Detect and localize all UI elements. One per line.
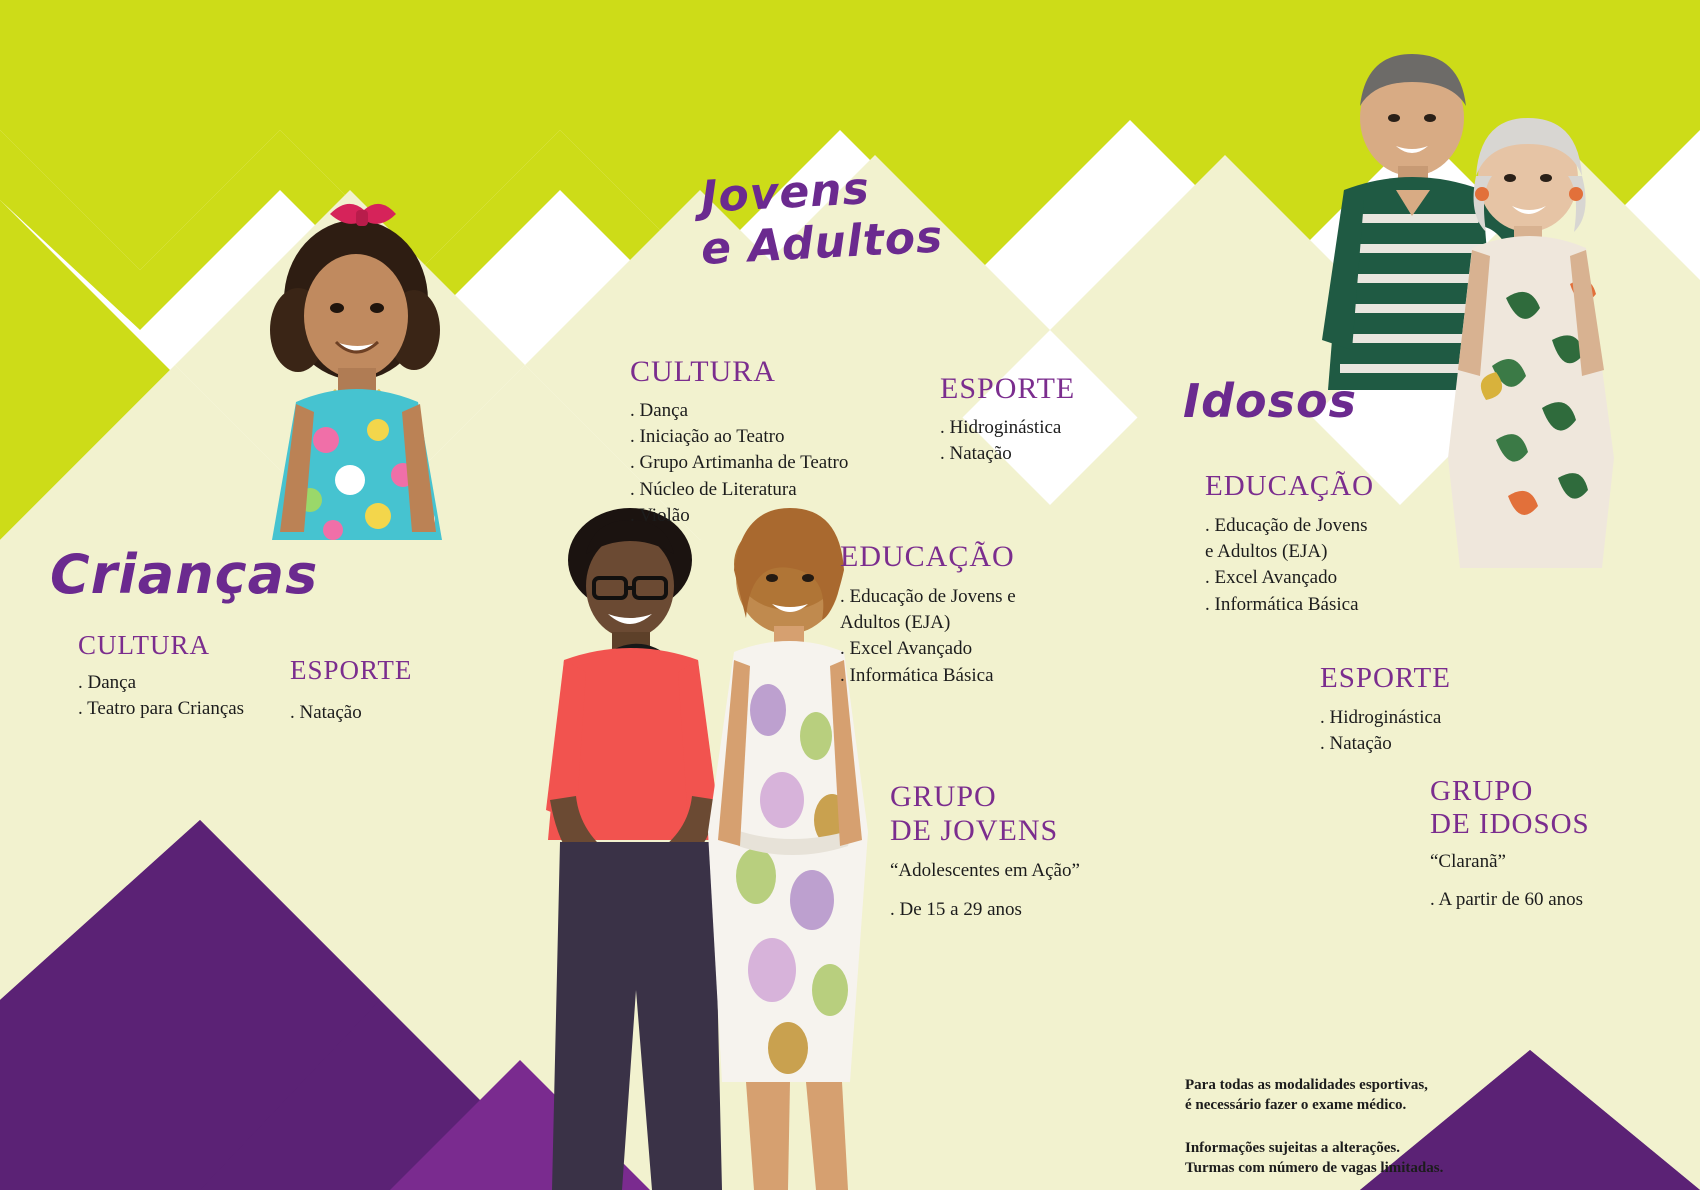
idosos-grupo-heading-line2: DE IDOSOS	[1430, 808, 1590, 841]
list-item: . Excel Avançado	[1205, 567, 1338, 589]
idosos-grupo-heading-line1: GRUPO	[1430, 775, 1534, 807]
list-item: “Claranã”	[1430, 851, 1506, 873]
section-criancas	[50, 543, 319, 606]
footnote-changes-line2: Turmas com número de vagas limitadas.	[1185, 1159, 1444, 1176]
list-item: “Adolescentes em Ação”	[890, 860, 1080, 882]
jovens-grupo-heading-line1: GRUPO	[890, 780, 997, 813]
list-item: . Natação	[290, 702, 362, 723]
footnote-changes	[1185, 1138, 1515, 1179]
jovens-title-line2: e Adultos	[699, 211, 945, 276]
jovens-esporte-group	[940, 372, 1160, 467]
list-item: . Teatro para Crianças	[78, 698, 245, 720]
jovens-educacao-heading: EDUCAÇÃO	[840, 540, 1015, 573]
section-jovens	[699, 163, 945, 276]
jovens-title-line1: Jovens	[699, 163, 871, 223]
jovens-cultura-heading: CULTURA	[630, 355, 776, 388]
list-item: . Educação de Jovens	[1205, 515, 1368, 536]
list-item: . Grupo Artimanha de Teatro	[630, 452, 849, 474]
criancas-esporte-heading: ESPORTE	[290, 655, 413, 685]
list-item: . Natação	[940, 443, 1012, 465]
list-item: . Núcleo de Literatura	[630, 478, 797, 500]
jovens-educacao-group	[840, 540, 1100, 689]
footnote-changes-line1: Informações sujeitas a alterações.	[1185, 1139, 1400, 1156]
jovens-cultura-group	[630, 355, 950, 529]
criancas-esporte-group	[290, 655, 490, 726]
list-item: . Iniciação ao Teatro	[630, 426, 785, 448]
list-item: . De 15 a 29 anos	[890, 898, 1022, 920]
list-item: . Dança	[78, 672, 137, 693]
criancas-title: Crianças	[50, 543, 319, 606]
footnote-medical-line1: Para todas as modalidades esportivas,	[1185, 1077, 1428, 1093]
idosos-esporte-group	[1320, 662, 1560, 757]
list-item: . Excel Avançado	[840, 638, 973, 660]
list-item: . Educação de Jovens e	[840, 586, 1016, 607]
jovens-esporte-heading: ESPORTE	[940, 372, 1076, 405]
jovens-grupo-group	[890, 780, 1170, 923]
idosos-grupo-group	[1430, 775, 1690, 914]
list-item: . Informática Básica	[840, 664, 994, 686]
idosos-title: Idosos	[1183, 374, 1358, 428]
list-item: . Dança	[630, 400, 689, 421]
idosos-educacao-group	[1205, 470, 1485, 618]
list-item: . Violão	[630, 504, 690, 526]
photo-child-girl	[238, 190, 488, 540]
footnote-medical-line2: é necessário fazer o exame médico.	[1185, 1097, 1407, 1114]
criancas-cultura-group	[78, 630, 308, 722]
list-item: . Natação	[1320, 733, 1392, 755]
section-idosos	[1183, 374, 1358, 428]
list-item: . Hidroginástica	[940, 417, 1062, 438]
list-item: . Hidroginástica	[1320, 707, 1442, 728]
jovens-grupo-heading-line2: DE JOVENS	[890, 814, 1059, 848]
list-item: . Informática Básica	[1205, 593, 1359, 615]
list-item: . A partir de 60 anos	[1430, 889, 1584, 911]
footnotes	[1185, 1075, 1515, 1178]
idosos-esporte-heading: ESPORTE	[1320, 662, 1451, 694]
list-item: e Adultos (EJA)	[1205, 541, 1328, 563]
criancas-cultura-heading: CULTURA	[78, 630, 211, 660]
idosos-educacao-heading: EDUCAÇÃO	[1205, 470, 1375, 502]
footnote-medical	[1185, 1075, 1515, 1116]
list-item: Adultos (EJA)	[840, 612, 951, 634]
